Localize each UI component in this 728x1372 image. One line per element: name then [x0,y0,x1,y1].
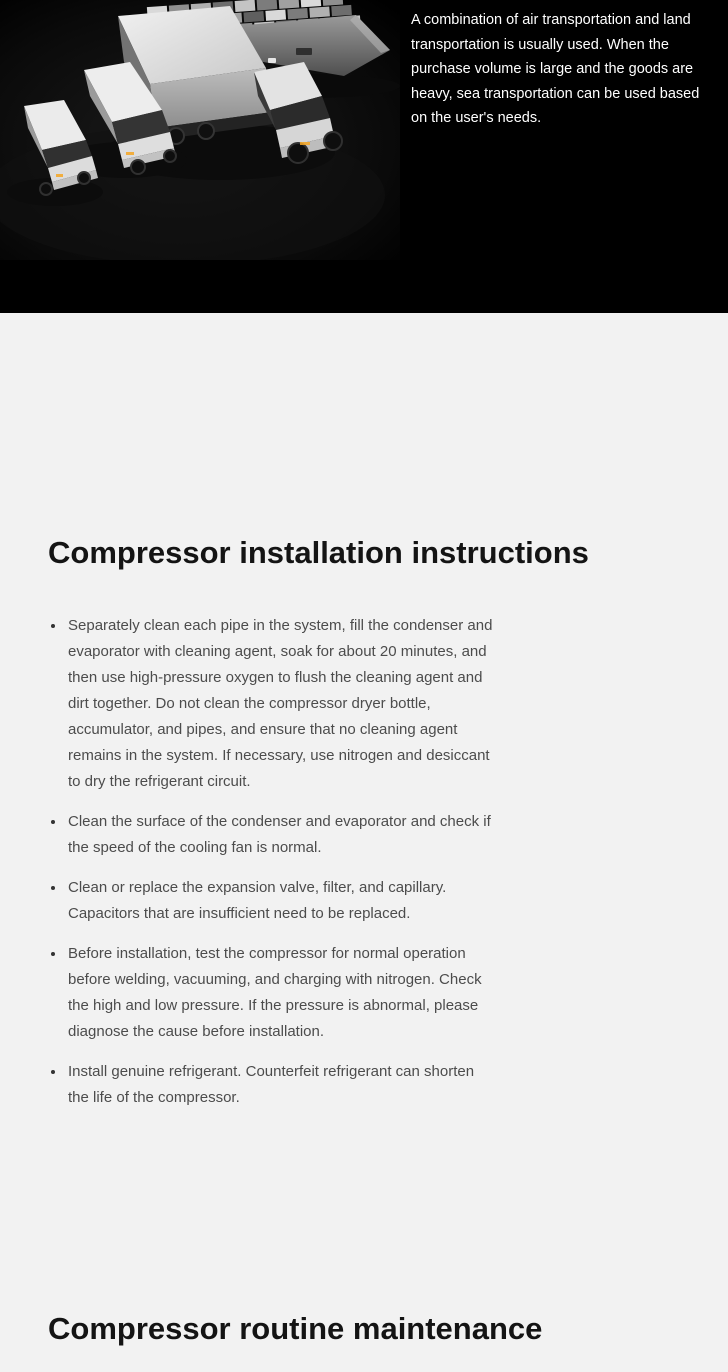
content-section [0,313,728,1346]
hero-section [0,0,728,313]
logistics-photo [0,0,400,260]
hero-description: A combination of air transportation and land transportation is usually used. When the purchase volume is large and the goods are heavy, sea transportation can be used based on the user's needs. [411,12,700,126]
installation-title: Compressor installation instructions [48,535,589,570]
installation-list [48,613,498,1111]
list-item: • Clean or replace the expansion valve, filter, and capillary. Capacitors that are insufficient need to be replaced. [66,875,498,927]
list-item: • Separately clean each pipe in the system, fill the condenser and evaporator with cleaning agent, soak for about 20 minutes, and then use high-pressure oxygen to flush the cleaning agent and dirt together. Do not clean the compressor dryer bottle, accumulator, and pipes, and ensure that no cleaning agent remains in the system. If necessary, use nitrogen and desiccant to dry the refrigerant circuit. [66,613,498,795]
list-item: • Install genuine refrigerant. Counterfeit refrigerant can shorten the life of the compressor. [66,1059,498,1111]
list-item: • Before installation, test the compressor for normal operation before welding, vacuuming, and charging with nitrogen. Check the high and low pressure. If the pressure is abnormal, please diagnose the cause before installation. [66,941,498,1045]
list-item: • Clean the surface of the condenser and evaporator and check if the speed of the cooling fan is normal. [66,809,498,861]
maintenance-title: Compressor routine maintenance [48,1310,543,1346]
